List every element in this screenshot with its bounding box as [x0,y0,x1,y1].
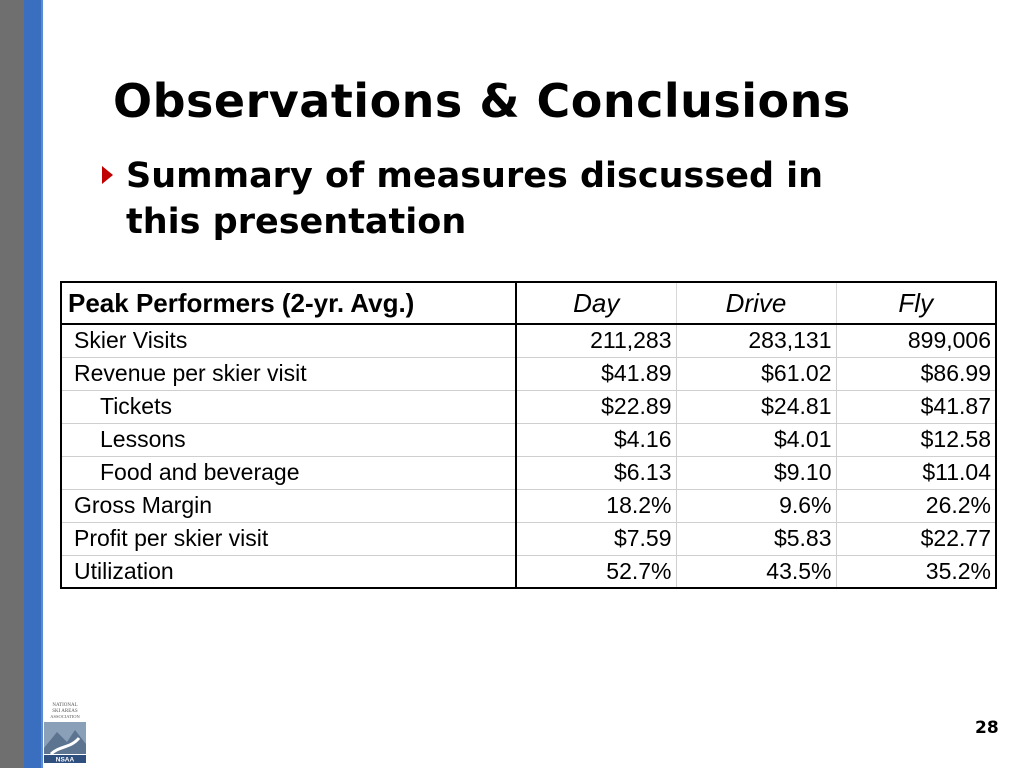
mountain-road-icon [44,722,86,754]
table-row [61,555,996,588]
cell-day: 18.2% [516,489,676,522]
bullet-arrow-icon [102,166,113,184]
column-header-fly: Fly [836,282,996,324]
cell-drive: $61.02 [676,357,836,390]
cell-day: $41.89 [516,357,676,390]
column-header-drive: Drive [676,282,836,324]
table-row [61,456,996,489]
subtitle-line-2: this presentation [126,202,467,242]
cell-day: 211,283 [516,324,676,357]
table-row [61,489,996,522]
cell-drive: 9.6% [676,489,836,522]
table-row [61,423,996,456]
table-row [61,324,996,357]
left-blue-bar-edge [41,0,43,768]
cell-day: $6.13 [516,456,676,489]
column-header-day: Day [516,282,676,324]
nsaa-logo [41,700,89,764]
row-label: Revenue per skier visit [61,357,516,390]
cell-fly: 35.2% [836,555,996,588]
cell-fly: $11.04 [836,456,996,489]
table-row [61,522,996,555]
cell-fly: 899,006 [836,324,996,357]
cell-fly: $86.99 [836,357,996,390]
slide-subtitle [126,153,946,245]
cell-fly: $41.87 [836,390,996,423]
table-header-row [61,282,996,324]
logo-line-1: NATIONAL [52,703,78,708]
left-gray-bar [0,0,24,768]
cell-fly: $22.77 [836,522,996,555]
cell-fly: $12.58 [836,423,996,456]
cell-fly: 26.2% [836,489,996,522]
cell-day: $7.59 [516,522,676,555]
subtitle-line-1: Summary of measures discussed in [126,156,824,196]
cell-day: $22.89 [516,390,676,423]
cell-drive: $24.81 [676,390,836,423]
row-label: Skier Visits [61,324,516,357]
table-row [61,357,996,390]
row-label: Utilization [61,555,516,588]
page-number: 28 [975,718,999,738]
peak-performers-table [60,281,997,589]
cell-drive: $4.01 [676,423,836,456]
logo-acronym: NSAA [55,756,75,764]
table-header-label: Peak Performers (2-yr. Avg.) [61,282,516,324]
cell-drive: 43.5% [676,555,836,588]
row-label: Tickets [61,390,516,423]
left-blue-bar [24,0,41,768]
cell-drive: $5.83 [676,522,836,555]
logo-line-2: SKI AREAS [52,709,78,714]
row-label: Gross Margin [61,489,516,522]
cell-drive: 283,131 [676,324,836,357]
row-label: Lessons [61,423,516,456]
row-label: Food and beverage [61,456,516,489]
logo-line-3: ASSOCIATION [50,714,80,719]
slide-title: Observations & Conclusions [113,74,851,128]
cell-day: 52.7% [606,557,672,584]
table-row [61,390,996,423]
row-label: Profit per skier visit [61,522,516,555]
cell-day: $4.16 [516,423,676,456]
cell-drive: $9.10 [676,456,836,489]
